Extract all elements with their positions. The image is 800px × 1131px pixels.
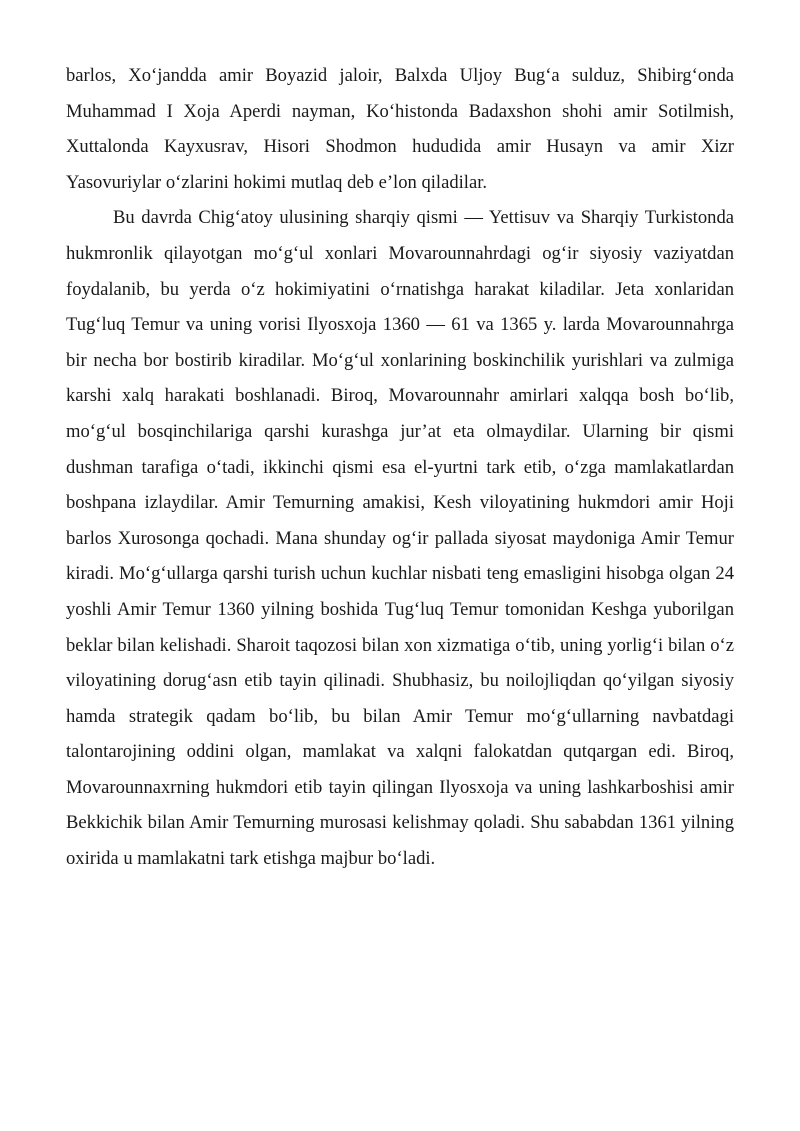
paragraph-continuation: barlos, Xo‘jandda amir Boyazid jaloir, Balxda Uljoy Bug‘a sulduz, Shibirg‘onda Muhammad I Xoja Aperdi nayman, Ko‘histonda Badaxshon shohi amir Sotilmish, Xuttalonda Kayxusrav, Hisori Shodmon hududida amir Husayn va amir Xizr Yasovuriylar o‘zlarini hokimi mutlaq deb e’lon qiladilar. — [66, 65, 734, 193]
paragraph-main: Bu davrda Chig‘atoy ulusining sharqiy qismi — Yettisuv va Sharqiy Turkistonda hukmronlik qilayotgan mo‘g‘ul xonlari Movarounnahrdagi og‘ir siyosiy vaziyatdan foydalanib, bu yerda o‘z hokimiyatini o‘rnatishga harakat kiladilar. Jeta xonlaridan Tug‘luq Temur va uning vorisi Ilyosxoja 1360 — 61 va 1365 y. larda Movarounnahrga bir necha bor bostirib kiradilar. Mo‘g‘ul xonlarining boskinchilik yurishlari va zulmiga karshi xalq harakati boshlanadi. Biroq, Movarounnahr amirlari xalqqa bosh bo‘lib, mo‘g‘ul bosqinchilariga qarshi kurashga jur’at eta olmaydilar. Ularning bir qismi dushman tarafiga o‘tadi, ikkinchi qismi esa el-yurtni tark etib, o‘zga mamlakatlardan boshpana izlaydilar. Amir Temurning amakisi, Kesh viloyatining hukmdori amir Hoji barlos Xurosonga qochadi. Mana shunday og‘ir pallada siyosat maydoniga Amir Temur kiradi. Mo‘g‘ullarga qarshi turish uchun kuchlar nisbati teng emasligini hisobga olgan 24 yoshli Amir Temur 1360 yilning boshida Tug‘luq Temur tomonidan Keshga yuborilgan beklar bilan kelishadi. Sharoit taqozosi bilan xon xizmatiga o‘tib, uning yorlig‘i bilan o‘z viloyatining dorug‘asn etib tayin qilinadi. Shubhasiz, bu noilojliqdan qo‘yilgan siyosiy hamda strategik qadam bo‘lib, bu bilan Amir Temur mo‘g‘ullarning navbatdagi talontarojining oddini olgan, mamlakat va xalqni falokatdan qutqargan edi. Biroq, Movarounnaxrning hukmdori etib tayin qilingan Ilyosxoja va uning lashkarboshisi amir Bekkichik bilan Amir Temurning murosasi kelishmay qoladi. Shu sababdan 1361 yilning oxirida u mamlakatni tark etishga majbur bo‘ladi. — [66, 207, 734, 870]
document-page — [66, 58, 734, 877]
